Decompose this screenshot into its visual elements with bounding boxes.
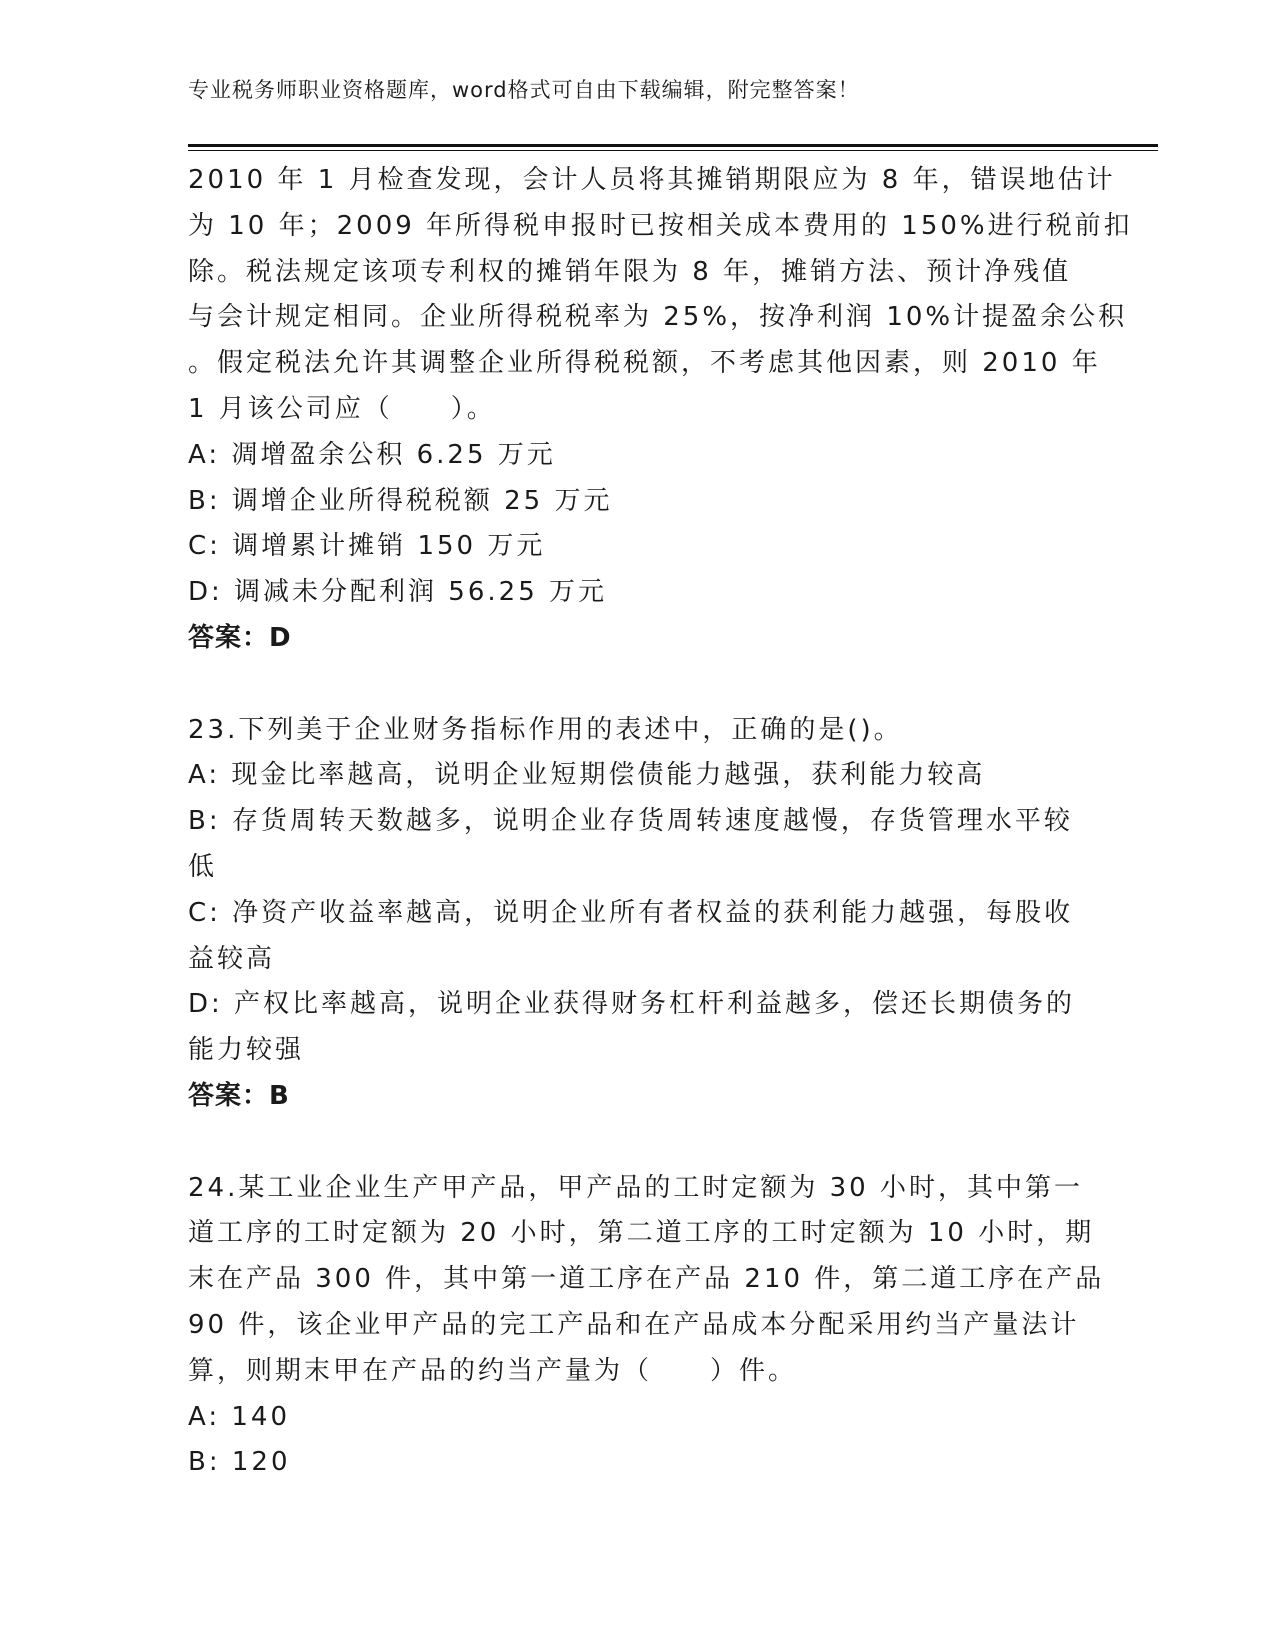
option-b-continued: 低 (188, 851, 218, 882)
question-stem-line: 算，则期末甲在产品的约当产量为（ ）件。 (188, 1355, 798, 1386)
question-22 (188, 158, 1133, 662)
question-stem-line: 与会计规定相同。企业所得税税率为 25%，按净利润 10%计提盈余公积 (188, 302, 1128, 333)
option-c: C: 调增累计摊销 150 万元 (188, 531, 546, 562)
question-stem-line: 除。税法规定该项专利权的摊销年限为 8 年，摊销方法、预计净残值 (188, 256, 1072, 287)
question-stem-line: 。假定税法允许其调整企业所得税税额，不考虑其他因素，则 2010 年 (188, 348, 1101, 379)
option-a: A: 现金比率越高，说明企业短期偿债能力越强，获利能力较高 (188, 760, 986, 791)
option-c: C: 净资产收益率越高，说明企业所有者权益的获利能力越强，每股收 (188, 897, 1074, 928)
question-stem-line: 23.下列美于企业财务指标作用的表述中，正确的是()。 (188, 714, 903, 745)
answer-label: 答案：D (188, 622, 292, 653)
question-23 (188, 708, 1088, 1120)
option-d: D: 产权比率越高，说明企业获得财务杠杆利益越多，偿还长期债务的 (188, 989, 1076, 1020)
question-stem-line: 90 件，该企业甲产品的完工产品和在产品成本分配采用约当产量法计 (188, 1309, 1080, 1340)
page-header: 专业税务师职业资格题库，word格式可自由下载编辑，附完整答案！ (188, 78, 860, 102)
question-stem-line: 道工序的工时定额为 20 小时，第二道工序的工时定额为 10 小时，期 (188, 1218, 1095, 1249)
question-stem-line: 末在产品 300 件，其中第一道工序在产品 210 件，第二道工序在产品 (188, 1264, 1105, 1295)
header-divider-thick (188, 144, 1158, 147)
option-b: B: 存货周转天数越多，说明企业存货周转速度越慢，存货管理水平较 (188, 806, 1073, 837)
question-stem-line: 24.某工业企业生产甲产品，甲产品的工时定额为 30 小时，其中第一 (188, 1172, 1083, 1203)
option-b: B: 120 (188, 1447, 291, 1478)
question-spacer (188, 662, 1088, 708)
option-c-continued: 益较高 (188, 943, 276, 974)
option-a: A: 140 (188, 1401, 290, 1432)
question-stem-line: 为 10 年；2009 年所得税申报时已按相关成本费用的 150%进行税前扣 (188, 210, 1133, 241)
option-b: B: 调增企业所得税税额 25 万元 (188, 485, 613, 516)
option-a: A: 凋增盈余公积 6.25 万元 (188, 439, 556, 470)
question-24 (188, 1166, 1105, 1487)
option-d-continued: 能力较强 (188, 1035, 305, 1066)
question-spacer (188, 1120, 1088, 1166)
question-stem-line: 1 月该公司应（ ）。 (188, 393, 496, 424)
answer-label: 答案：B (188, 1080, 290, 1111)
document-body (188, 158, 1133, 1486)
option-d: D: 调减未分配利润 56.25 万元 (188, 577, 608, 608)
header-divider-thin (188, 150, 1158, 151)
question-stem-line: 2010 年 1 月检查发现，会计人员将其摊销期限应为 8 年，错误地估计 (188, 165, 1116, 195)
